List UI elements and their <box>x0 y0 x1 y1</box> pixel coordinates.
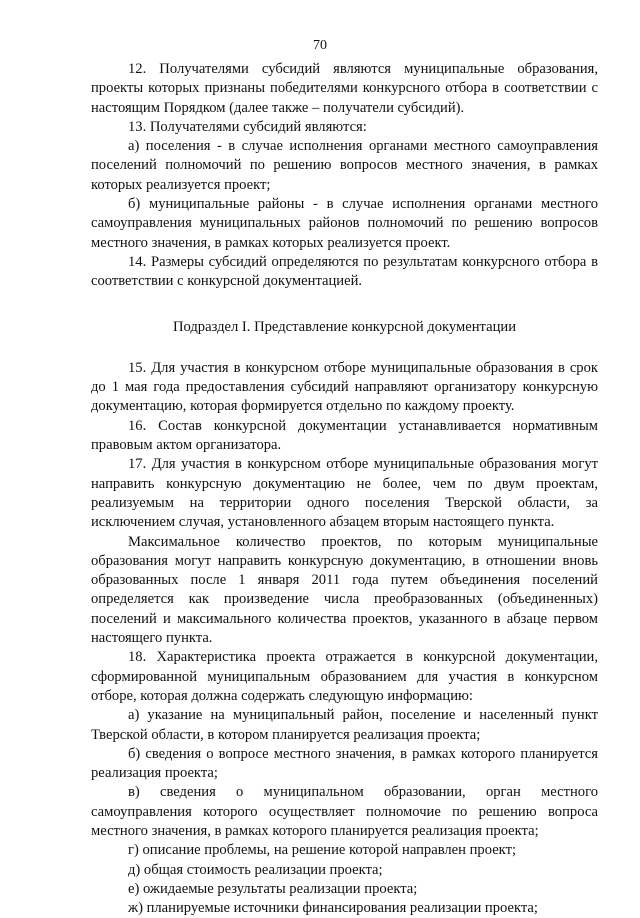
paragraph-18g: г) описание проблемы, на решение которой направлен проект; <box>128 842 516 859</box>
paragraph-13b: б) муниципальные районы - в случае исполнения органами местного самоуправления муниципальных районов полномочий по решению вопросов местного значения, в рамках которых реализуется проект. <box>91 196 598 251</box>
paragraph-18: 18. Характеристика проекта отражается в конкурсной документации, сформированной муниципальным образованием для участия в конкурсном отборе, которая должна содержать следующую информацию: <box>91 649 598 704</box>
paragraph-18b: б) сведения о вопросе местного значения, в рамках которого планируется реализация проекта; <box>91 745 598 782</box>
document-body <box>91 60 598 918</box>
paragraph-18zh: ж) планируемые источники финансирования реализации проекта; <box>128 900 538 917</box>
paragraph-18e: е) ожидаемые результаты реализации проекта; <box>128 880 418 897</box>
paragraph-13: 13. Получателями субсидий являются: <box>128 118 367 135</box>
paragraph-12: 12. Получателями субсидий являются муниципальные образования, проекты которых признаны победителями конкурсного отбора в соответствии с настоящим Порядком (далее также – получатели субсидий). <box>91 61 598 116</box>
paragraph-15: 15. Для участия в конкурсном отборе муниципальные образования в срок до 1 мая года предоставления субсидий направляют организатору конкурсную документацию, которая формируется отдельно по каждому проекту. <box>91 359 598 415</box>
page-number: 70 <box>313 38 327 53</box>
paragraph-18d: д) общая стоимость реализации проекта; <box>128 861 383 878</box>
paragraph-13a: а) поселения - в случае исполнения органами местного самоуправления поселений полномочий по решению вопросов местного значения, в рамках которых реализуется проект; <box>91 138 598 193</box>
paragraph-16: 16. Состав конкурсной документации устанавливается нормативным правовым актом организатора. <box>91 417 598 454</box>
paragraph-18v: в) сведения о муниципальном образовании, орган местного самоуправления которого осуществляет полномочие по решению вопроса местного значения, в рамках которого планируется реализация проекта; <box>91 784 598 839</box>
paragraph-14: 14. Размеры субсидий определяются по результатам конкурсного отбора в соответствии с конкурсной документацией. <box>91 253 598 290</box>
paragraph-18a: а) указание на муниципальный район, поселение и населенный пункт Тверской области, в котором планируется реализация проекта; <box>91 707 598 743</box>
paragraph-17: 17. Для участия в конкурсном отборе муниципальные образования могут направить конкурсную документацию не более, чем по двум проектам, реализуемым на территории одного поселения Тверской области, за исключением случая, установленного абзацем вторым настоящего пункта. <box>91 456 598 531</box>
paragraph-17-part2: Максимальное количество проектов, по которым муниципальные образования могут направить конкурсную документацию, в отношении вновь образованных после 1 января 2011 года путем объединения поселений определяется как произведение числа преобразованных (объединенных) поселений и максимального количества проектов, указанного в абзаце первом настоящего пункта. <box>91 533 598 647</box>
subsection-heading: Подраздел I. Представление конкурсной документации <box>172 318 517 335</box>
